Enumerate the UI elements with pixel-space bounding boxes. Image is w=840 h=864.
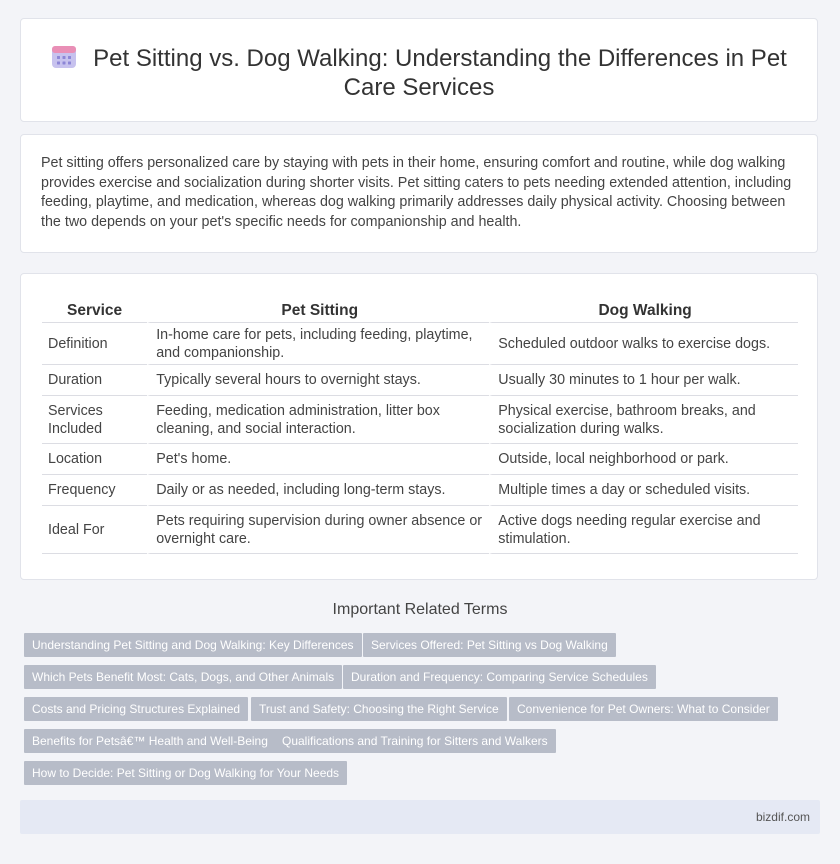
related-term-tag[interactable]: Benefits for Petsâ€™ Health and Well-Being <box>24 729 276 753</box>
pet-sitting-cell: Pets requiring supervision during owner absence or overnight care. <box>147 506 489 554</box>
row-label: Duration <box>42 365 147 396</box>
calendar-icon <box>51 43 77 69</box>
dog-walking-cell: Outside, local neighborhood or park. <box>489 444 798 475</box>
related-terms-title: Important Related Terms <box>332 601 508 618</box>
related-term-tag[interactable]: Trust and Safety: Choosing the Right Service <box>251 697 507 721</box>
pet-sitting-cell: Daily or as needed, including long-term stays. <box>147 475 489 506</box>
pet-sitting-cell: Typically several hours to overnight stays. <box>147 365 489 396</box>
related-term-tag[interactable]: How to Decide: Pet Sitting or Dog Walking for Your Needs <box>24 761 347 785</box>
dog-walking-cell: Scheduled outdoor walks to exercise dogs. <box>489 323 798 365</box>
title-card <box>20 18 818 122</box>
related-term-tag[interactable]: Costs and Pricing Structures Explained <box>24 697 248 721</box>
page-title: Pet Sitting vs. Dog Walking: Understanding the Differences in Pet Care Services <box>93 45 787 101</box>
intro-card <box>20 134 818 253</box>
table-row <box>42 365 798 396</box>
related-term-tag[interactable]: Convenience for Pet Owners: What to Consider <box>509 697 778 721</box>
row-label: Location <box>42 444 147 475</box>
header-dog-walking: Dog Walking <box>489 294 798 323</box>
table-row <box>42 323 798 365</box>
comparison-card <box>20 273 818 580</box>
table-row <box>42 475 798 506</box>
table-row <box>42 506 798 554</box>
footer <box>20 800 820 834</box>
page-title-wrap <box>51 43 787 102</box>
dog-walking-cell: Active dogs needing regular exercise and stimulation. <box>489 506 798 554</box>
row-label: Ideal For <box>42 506 147 554</box>
row-label: Frequency <box>42 475 147 506</box>
dog-walking-cell: Usually 30 minutes to 1 hour per walk. <box>489 365 798 396</box>
dog-walking-cell: Multiple times a day or scheduled visits. <box>489 475 798 506</box>
table-row <box>42 396 798 444</box>
pet-sitting-cell: Feeding, medication administration, litter box cleaning, and social interaction. <box>147 396 489 444</box>
related-term-tag[interactable]: Services Offered: Pet Sitting vs Dog Walking <box>363 633 616 657</box>
footer-brand[interactable]: bizdif.com <box>755 810 810 824</box>
row-label: Definition <box>42 323 147 365</box>
pet-sitting-cell: In-home care for pets, including feeding, playtime, and companionship. <box>147 323 489 365</box>
related-term-tag[interactable]: Understanding Pet Sitting and Dog Walking: Key Differences <box>24 633 362 657</box>
table-header-row <box>42 294 798 323</box>
table-row <box>42 444 798 475</box>
comparison-table <box>42 294 798 554</box>
related-term-tag[interactable]: Qualifications and Training for Sitters and Walkers <box>274 729 556 753</box>
related-term-tag[interactable]: Which Pets Benefit Most: Cats, Dogs, and Other Animals <box>24 665 342 689</box>
intro-text: Pet sitting offers personalized care by staying with pets in their home, ensuring comfort and routine, while dog walking provides exercise and socialization during shorter visits. Pet sitting caters to pets needing extended attention, including feeding, playtime, and medication, whereas dog walking primarily addresses daily physical activity. Choosing between the two depends on your pet's specific needs for companionship and health. <box>41 155 792 230</box>
header-pet-sitting: Pet Sitting <box>147 294 489 323</box>
row-label: Services Included <box>42 396 147 444</box>
header-service: Service <box>42 294 147 323</box>
related-term-tag[interactable]: Duration and Frequency: Comparing Service Schedules <box>343 665 656 689</box>
dog-walking-cell: Physical exercise, bathroom breaks, and socialization during walks. <box>489 396 798 444</box>
pet-sitting-cell: Pet's home. <box>147 444 489 475</box>
